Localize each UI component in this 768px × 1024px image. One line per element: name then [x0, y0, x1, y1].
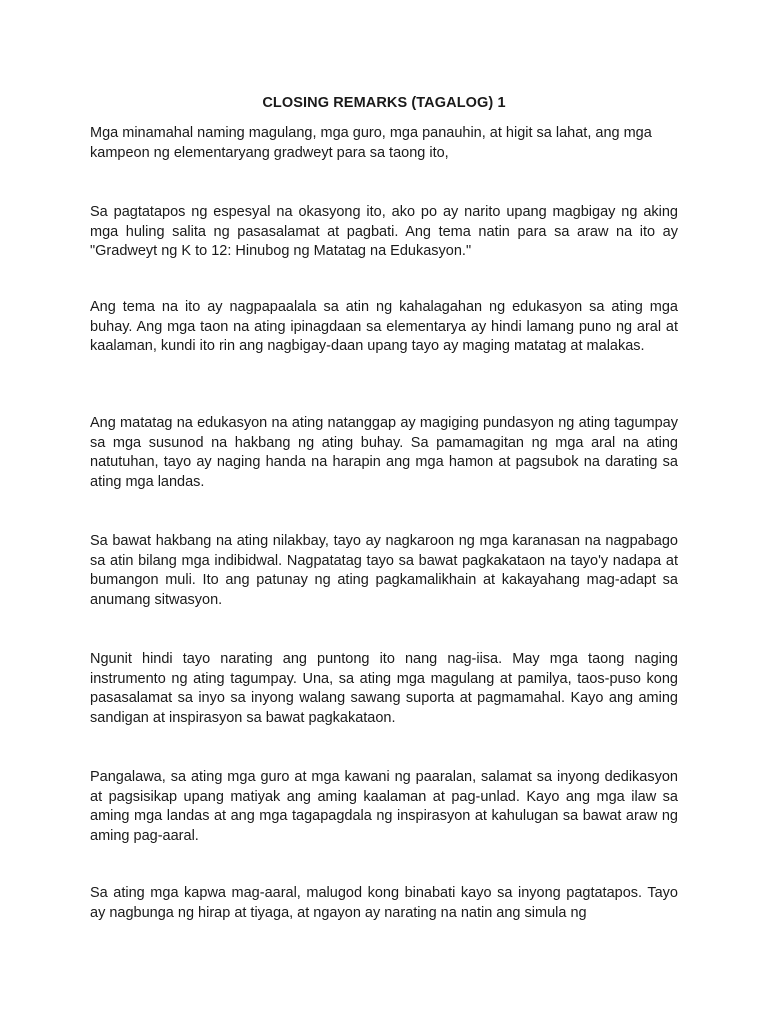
- paragraph-thanks-parents: Ngunit hindi tayo narating ang puntong ito nang nag-iisa. May mga taong naging instrumento ng ating tagumpay. Una, sa ating mga magulang at pamilya, taos-puso kong pasasalamat sa inyo sa inyong walang sawang suporta at pagmamahal. Kayo ang aming sandigan at inspirasyon sa bawat pagkakataon.: [90, 651, 678, 726]
- paragraph-theme-intro: Sa pagtatapos ng espesyal na okasyong ito, ako po ay narito upang magbigay ng aking mga huling salita ng pasasalamat at pagbati. Ang tema natin para sa araw na ito ay "Gradweyt ng K to 12: Hinubog ng Matatag na Edukasyon.": [90, 204, 678, 259]
- document-title: CLOSING REMARKS (TAGALOG) 1: [262, 95, 506, 111]
- paragraph-classmates: Sa ating mga kapwa mag-aaral, malugod kong binabati kayo sa inyong pagtatapos. Tayo ay nagbunga ng hirap at tiyaga, at ngayon ay narating na natin ang simula ng: [90, 885, 678, 921]
- paragraph-experiences: Sa bawat hakbang na ating nilakbay, tayo ay nagkaroon ng mga karanasan na nagpabago sa atin bilang mga indibidwal. Nagpatatag tayo sa bawat pagkakataon na tayo'y nadapa at bumangon muli. Ito ang patunay ng ating pagkamalikhain at kakayahang mag-adapt sa anumang sitwasyon.: [90, 533, 678, 608]
- paragraph-thanks-teachers: Pangalawa, sa ating mga guro at mga kawani ng paaralan, salamat sa inyong dedikasyon at pagsisikap upang matiyak ang aming kaalaman at pag-unlad. Kayo ang mga ilaw sa aming mga landas at ang mga tagapagdala ng inspirasyon at kahulugan sa bawat araw ng aming pag-aaral.: [90, 769, 678, 844]
- paragraph-foundation: Ang matatag na edukasyon na ating natanggap ay magiging pundasyon ng ating tagumpay sa mga susunod na hakbang ng ating buhay. Sa pamamagitan ng mga aral na ating natutuhan, tayo ay naging handa na harapin ang mga hamon at pagsubok na darating sa ating mga landas.: [90, 415, 678, 490]
- paragraph-education-importance: Ang tema na ito ay nagpapaalala sa atin ng kahalagahan ng edukasyon sa ating mga buhay. Ang mga taon na ating ipinagdaan sa elementarya ay hindi lamang puno ng aral at kaalaman, kundi ito rin ang nagbigay-daan upang tayo ay maging matatag at malakas.: [90, 299, 678, 354]
- paragraph-greeting: Mga minamahal naming magulang, mga guro, mga panauhin, at higit sa lahat, ang mga kampeon ng elementaryang gradweyt para sa taong ito,: [90, 125, 652, 161]
